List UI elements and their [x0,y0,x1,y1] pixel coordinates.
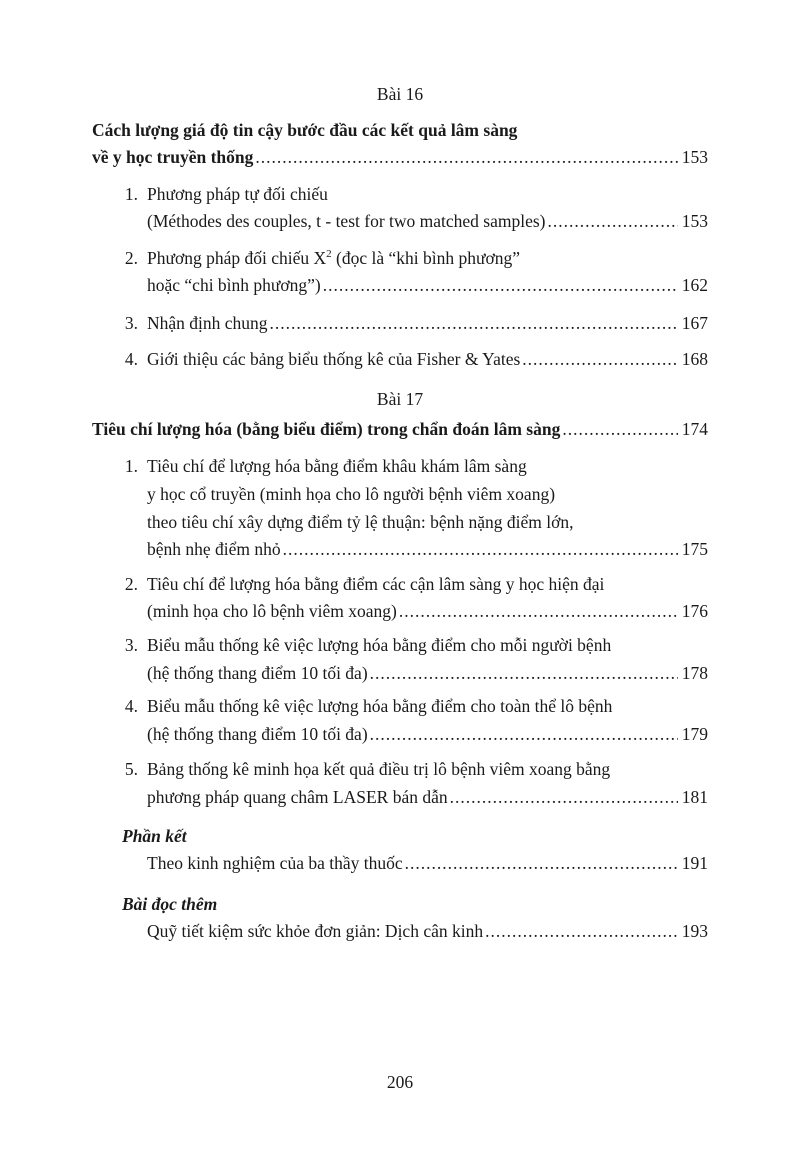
toc-entry-line: Biểu mẫu thống kê việc lượng hóa bằng điểm cho toàn thể lô bệnh [147,696,613,716]
toc-entry-17-5[interactable] [147,786,708,808]
page-ref: 167 [681,313,708,333]
item-number: 1. [124,184,138,204]
page-number: 206 [386,1072,414,1092]
toc-entry-line: Tiêu chí để lượng hóa bằng điểm các cận lâm sàng y học hiện đại [147,574,605,594]
dot-leader [485,920,678,942]
entry-text-b: (đọc là “khi bình phương” [331,248,520,268]
toc-entry-line: Biểu mẫu thống kê việc lượng hóa bằng điểm cho mỗi người bệnh [147,635,612,655]
toc-entry-text: Nhận định chung [147,313,268,333]
toc-entry-text: (Méthodes des couples, t - test for two matched samples) [147,211,546,231]
dot-leader [270,312,678,334]
dot-leader [405,852,678,874]
toc-entry-17-2[interactable] [147,600,708,622]
dot-leader [548,210,678,232]
lesson-17-title[interactable] [92,418,708,440]
dot-leader [450,786,678,808]
dot-leader [283,538,678,560]
toc-entry-text: hoặc “chi bình phương”) [147,275,321,295]
lesson-16-title-line2[interactable] [92,146,708,168]
page-ref: 181 [681,787,708,807]
page-ref: 175 [681,539,708,559]
superscript: 2 [326,248,332,261]
toc-entry-conclusion[interactable] [147,852,708,874]
dot-leader [399,600,678,622]
lesson-16-heading: Bài 16 [376,84,424,104]
page-ref: 178 [681,663,708,683]
toc-entry-text: Giới thiệu các bảng biểu thống kê của Fisher & Yates [147,349,521,369]
toc-entry-further-reading[interactable] [147,920,708,942]
toc-entry-16-2[interactable] [147,274,708,296]
toc-entry-text: (minh họa cho lô bệnh viêm xoang) [147,601,397,621]
toc-entry-16-1[interactable] [147,210,708,232]
dot-leader [370,662,678,684]
toc-entry-line: Phương pháp tự đối chiếu [147,184,328,204]
page-ref: 191 [681,853,708,873]
toc-entry-line: Tiêu chí để lượng hóa bằng điểm khâu khám lâm sàng [147,456,527,476]
dot-leader [562,418,677,440]
toc-entry-line: theo tiêu chí xây dựng điểm tỷ lệ thuận: bệnh nặng điểm lớn, [147,512,574,532]
toc-entry-17-4[interactable] [147,723,708,745]
dot-leader [370,723,678,745]
toc-entry-text: (hệ thống thang điểm 10 tối đa) [147,663,368,683]
toc-entry-text: (hệ thống thang điểm 10 tối đa) [147,724,368,744]
toc-entry-text: Quỹ tiết kiệm sức khỏe đơn giản: Dịch cân kinh [147,921,484,941]
entry-text-a: Phương pháp đối chiếu X [147,248,327,268]
page-ref: 176 [681,601,708,621]
dot-leader [255,146,677,168]
lesson-17-heading: Bài 17 [376,389,424,409]
toc-entry-17-3[interactable] [147,662,708,684]
item-number: 4. [124,349,138,369]
item-number: 2. [124,248,138,268]
item-number: 1. [124,456,138,476]
toc-entry-17-1[interactable] [147,538,708,560]
toc-entry-line: Bảng thống kê minh họa kết quả điều trị lô bệnh viêm xoang bằng [147,759,611,779]
conclusion-heading: Phần kết [122,826,187,846]
toc-entry-text: bệnh nhẹ điểm nhỏ [147,539,281,559]
page-ref: 162 [681,275,708,295]
item-number: 3. [124,635,138,655]
page-ref: 193 [681,921,708,941]
toc-entry-text: Theo kinh nghiệm của ba thầy thuốc [147,853,403,873]
page-ref: 153 [681,147,708,167]
toc-entry-line: y học cổ truyền (minh họa cho lô người bệnh viêm xoang) [147,484,556,504]
dot-leader [323,274,678,296]
item-number: 5. [124,759,138,779]
item-number: 4. [124,696,138,716]
further-reading-heading: Bài đọc thêm [122,894,218,914]
lesson-16-title-line1: Cách lượng giá độ tin cậy bước đầu các kết quả lâm sàng [92,120,518,140]
item-number: 2. [124,574,138,594]
page-ref: 153 [681,211,708,231]
toc-entry-16-3[interactable] [147,312,708,334]
toc-entry-text: Tiêu chí lượng hóa (bằng biểu điểm) trong chẩn đoán lâm sàng [92,419,561,439]
toc-entry-16-4[interactable] [147,348,708,370]
toc-entry-text: phương pháp quang châm LASER bán dẫn [147,787,448,807]
item-number: 3. [124,313,138,333]
page-ref: 179 [681,724,708,744]
toc-entry-line [147,247,520,269]
page-ref: 174 [681,419,708,439]
dot-leader [522,348,677,370]
toc-entry-text: về y học truyền thống [92,147,254,167]
page-ref: 168 [681,349,708,369]
